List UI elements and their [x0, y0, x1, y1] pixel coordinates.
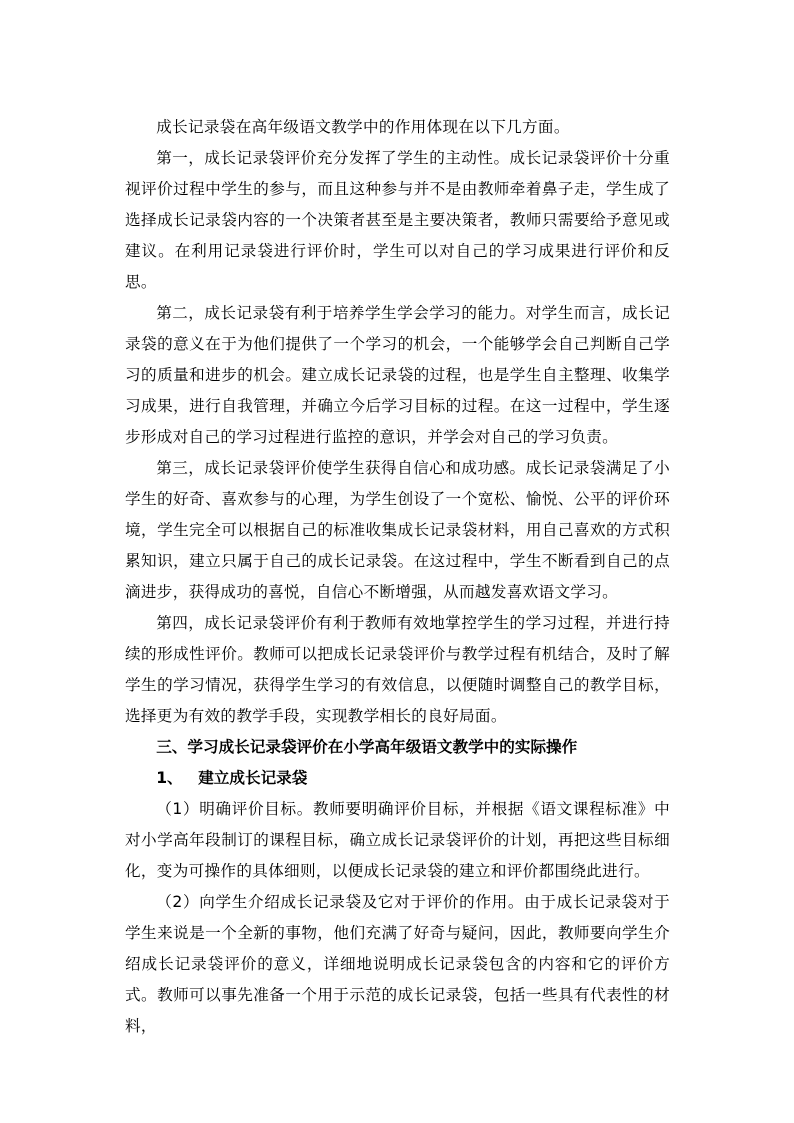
section-heading: 三、学习成长记录袋评价在小学高年级语文教学中的实际操作 [156, 738, 578, 756]
subsection-heading [125, 763, 670, 794]
paragraph-fourth-point: 第四，成长记录袋评价有利于教师有效地掌控学生的学习过程，并进行持续的形成性评价。教师可以把成长记录袋评价与教学过程有机结合，及时了解学生的学习情况，获得学生学习的有效信息，以便随时调整自己的教学目标，选择更为有效的教学手段，实现教学相长的良好局面。 [125, 614, 670, 725]
subsection-title: 建立成长记录袋 [198, 769, 308, 787]
document-body [125, 112, 670, 1042]
paragraph-step-2: （2）向学生介绍成长记录袋及它对于评价的作用。由于成长记录袋对于学生来说是一个全新的事物，他们充满了好奇与疑问，因此，教师要向学生介绍成长记录袋评价的意义，详细地说明成长记录袋包含的内容和它的评价方式。教师可以事先准备一个用于示范的成长记录袋，包括一些具有代表性的材料， [125, 893, 670, 1035]
paragraph-first-point: 第一，成长记录袋评价充分发挥了学生的主动性。成长记录袋评价十分重视评价过程中学生的参与，而且这种参与并不是由教师牵着鼻子走，学生成了选择成长记录袋内容的一个决策者甚至是主要决策者，教师只需要给予意见或建议。在利用记录袋进行评价时，学生可以对自己的学习成果进行评价和反思。 [125, 149, 670, 291]
paragraph-intro: 成长记录袋在高年级语文教学中的作用体现在以下几方面。 [156, 118, 570, 136]
paragraph-second-point: 第二，成长记录袋有利于培养学生学会学习的能力。对学生而言，成长记录袋的意义在于为他们提供了一个学习的机会，一个能够学会自己判断自己学习的质量和进步的机会。建立成长记录袋的过程，也是学生自主整理、收集学习成果，进行自我管理，并确立今后学习目标的过程。在这一过程中，学生逐步形成对自己的学习过程进行监控的意识，并学会对自己的学习负责。 [125, 304, 670, 446]
paragraph-step-1: （1）明确评价目标。教师要明确评价目标，并根据《语文课程标准》中对小学高年段制订的课程目标，确立成长记录袋评价的计划，再把这些目标细化，变为可操作的具体细则，以便成长记录袋的建立和评价都围绕此进行。 [125, 800, 670, 880]
paragraph-third-point: 第三，成长记录袋评价使学生获得自信心和成功感。成长记录袋满足了小学生的好奇、喜欢参与的心理，为学生创设了一个宽松、愉悦、公平的评价环境，学生完全可以根据自己的标准收集成长记录袋材料，用自己喜欢的方式积累知识，建立只属于自己的成长记录袋。在这过程中，学生不断看到自己的点滴进步，获得成功的喜悦，自信心不断增强，从而越发喜欢语文学习。 [125, 459, 670, 601]
subsection-number: 1、 [156, 769, 183, 787]
